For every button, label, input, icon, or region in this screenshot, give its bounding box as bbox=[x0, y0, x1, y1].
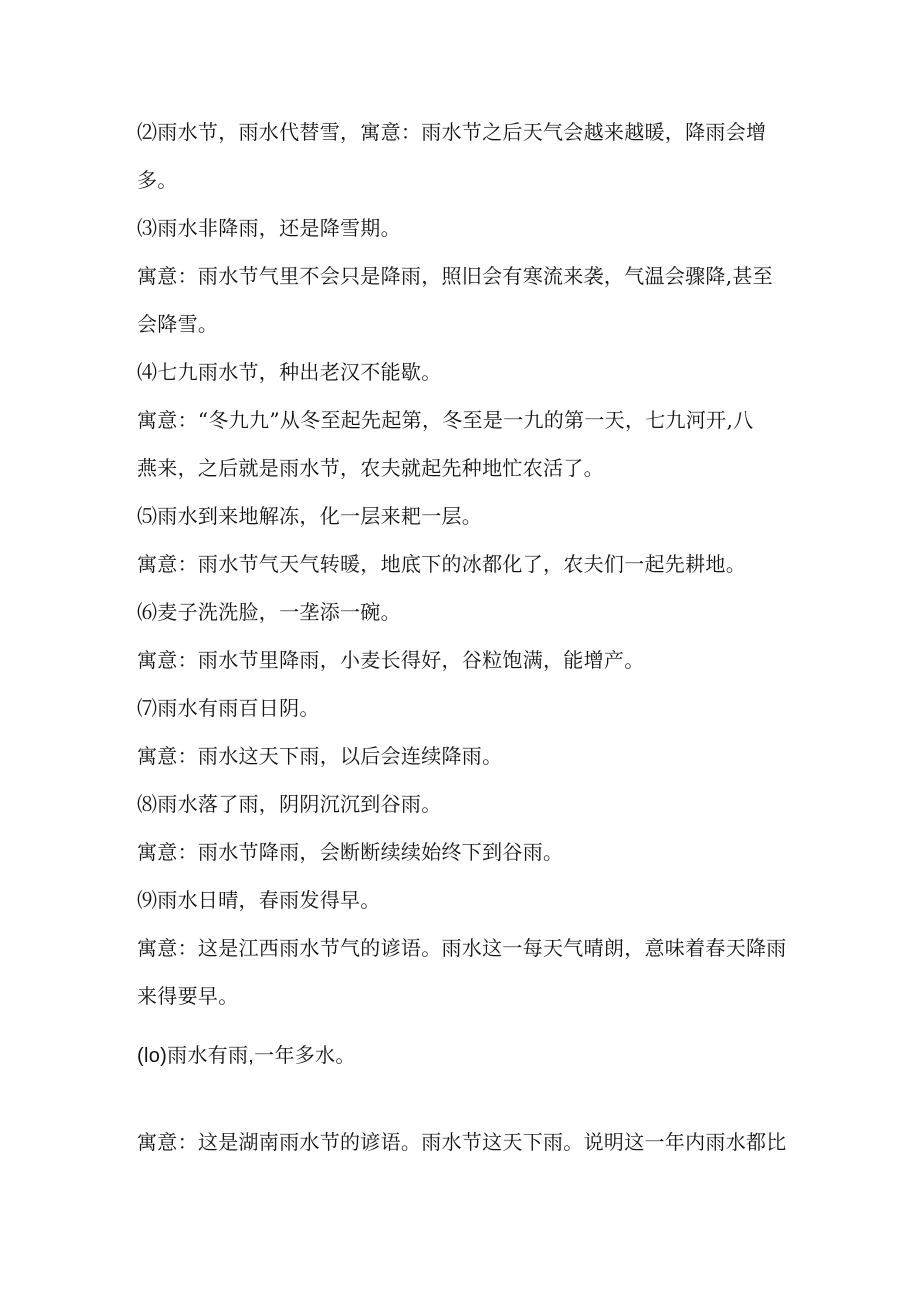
text-line: 寓意：雨水节气天气转暖，地底下的冰都化了，农夫们一起先耕地。 bbox=[137, 552, 746, 576]
text-line: 燕来，之后就是雨水节，农夫就起先种地忙农活了。 bbox=[137, 456, 604, 480]
text-line: 寓意：雨水节降雨，会断断续续始终下到谷雨。 bbox=[137, 840, 564, 864]
text-line: 寓意：这是江西雨水节气的谚语。雨水这一每天气晴朗，意味着春天降雨 bbox=[137, 936, 787, 960]
text-line: ⑺雨水有雨百日阴。 bbox=[137, 696, 320, 720]
text-line: 多。 bbox=[137, 168, 178, 192]
text-line: 会降雪。 bbox=[137, 312, 219, 336]
text-line: ⑹麦子洗洗脸，一垄添一碗。 bbox=[137, 600, 401, 624]
text-line: ⑶雨水非降雨，还是降雪期。 bbox=[137, 216, 401, 240]
text-line: 来得要早。 bbox=[137, 984, 239, 1008]
text-line: ⑻雨水落了雨，阴阴沉沉到谷雨。 bbox=[137, 792, 442, 816]
text-line: 寓意：“冬九九”从冬至起先起第，冬至是一九的第一天，七九河开,八 bbox=[137, 408, 754, 432]
text-line: ⑸雨水到来地解冻，化一层来耙一层。 bbox=[137, 504, 483, 528]
text-line: ⑼雨水日晴，春雨发得早。 bbox=[137, 888, 381, 912]
text-line: 寓意：这是湖南雨水节的谚语。雨水节这天下雨。说明这一年内雨水都比 bbox=[137, 1130, 787, 1154]
text-line: 寓意：雨水节里降雨，小麦长得好，谷粒饱满，能增产。 bbox=[137, 648, 645, 672]
text-line: ⑷七九雨水节，种出老汉不能歇。 bbox=[137, 360, 442, 384]
text-line: (lo)雨水有雨,一年多水。 bbox=[137, 1045, 356, 1067]
text-line: ⑵雨水节，雨水代替雪，寓意：雨水节之后天气会越来越暖，降雨会增 bbox=[137, 120, 767, 144]
text-line: 寓意：雨水节气里不会只是降雨，照旧会有寒流来袭，气温会骤降,甚至 bbox=[137, 264, 773, 288]
text-line: 寓意：雨水这天下雨，以后会连续降雨。 bbox=[137, 744, 503, 768]
